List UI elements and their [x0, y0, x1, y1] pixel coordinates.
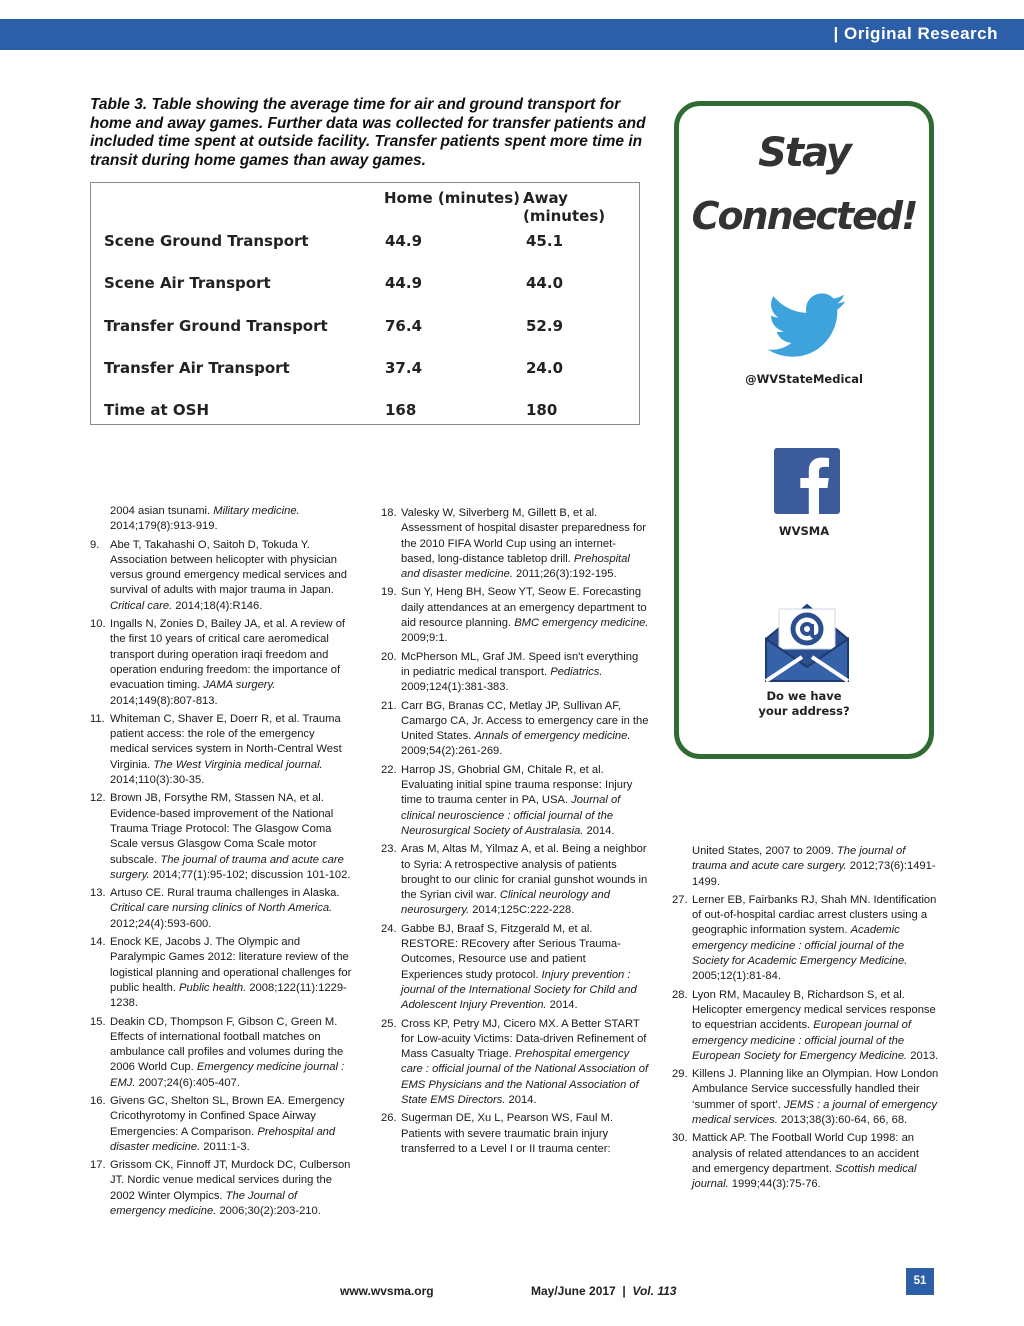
reference-text: Lyon RM, Macauley B, Richardson S, et al. Helicopter emergency medical services response to equestrian accidents. European journal of emergency medicine : official journal of the European Society for Emergency Medicine. 2013. — [692, 988, 939, 1062]
reference-text: Aras M, Altas M, Yilmaz A, et al. Being a neighbor to Syria: A retrospective analysis of patients brought to our clinic for cranial gunshot wounds in the Syrian civil war. Clinical neurology and neurosurgery. 2014;125C:222-228. — [401, 843, 648, 917]
reference-text: Givens GC, Shelton SL, Brown EA. Emergency Cricothyrotomy in Confined Space Airway Emergencies: A Comparison. Prehospital and disaster medicine. 2011:1-3. — [110, 1094, 345, 1153]
reference-text: Lerner EB, Fairbanks RJ, Shah MN. Identification of out-of-hospital cardiac arrest clusters using a geographic information system. Academic emergency medicine : official journal of the Society for Academic Emergency Medicine. 2005;12(1):81-84. — [692, 893, 937, 983]
twitter-handle[interactable]: @WVStateMedical — [745, 372, 863, 386]
row-home-value: 76.4 — [385, 317, 423, 335]
reference-item — [90, 791, 355, 883]
reference-number: 18. — [381, 507, 397, 519]
footer-url[interactable]: www.wvsma.org — [340, 1284, 434, 1298]
reference-number: 20. — [381, 650, 397, 663]
reference-item — [381, 922, 649, 1014]
row-away-value: 180 — [526, 401, 558, 419]
reference-text: Mattick AP. The Football World Cup 1998: an analysis of related attendances to an accident and emergency department. Scottish medical journal. 1999;44(3):75-76. — [692, 1132, 920, 1191]
reference-item — [90, 712, 355, 788]
reference-item — [381, 1111, 649, 1157]
row-away-value: 24.0 — [526, 359, 564, 377]
page-number: 51 — [906, 1268, 934, 1295]
references-column-2 — [381, 506, 649, 1160]
issue-date: May/June 2017 | — [531, 1284, 633, 1298]
reference-text: Ingalls N, Zonies D, Bailey JA, et al. A review of the first 10 years of critical care aeromedical transport during operation iraqi freedom and operation enduring freedom: the importance of evacuation timing. JAMA surgery. 2014;149(8):807-813. — [110, 618, 346, 707]
reference-text: McPherson ML, Graf JM. Speed isn't everything in pediatric medical transport. Pediatrics. 2009;124(1):381-383. — [401, 650, 639, 694]
references-column-1 — [90, 504, 355, 1222]
reference-text: Enock KE, Jacobs J. The Olympic and Paralympic Games 2012: literature review of the logistical planning and operational challenges for public health. Public health. 2008;122(11):1229-1238. — [110, 936, 352, 1010]
row-category: Transfer Air Transport — [104, 359, 290, 377]
reference-number: 9. — [90, 538, 100, 551]
footer-issue — [531, 1284, 676, 1298]
reference-number: 11. — [90, 712, 105, 725]
reference-item — [381, 585, 649, 646]
row-category: Time at OSH — [104, 401, 210, 419]
reference-number: 25. — [381, 1017, 397, 1030]
mail-label-line2: your address? — [758, 704, 850, 718]
reference-text: Killens J. Planning like an Olympian. How London Ambulance Service successfully handled their ‘summer of sport’. JEMS : a journal of emergency medical services. 2013;38(3):60-64, 66, 68. — [692, 1068, 939, 1127]
reference-text: Artuso CE. Rural trauma challenges in Alaska. Critical care nursing clinics of North America. 2012;24(4):593-600. — [110, 887, 340, 930]
reference-number: 22. — [381, 763, 397, 776]
reference-list — [381, 506, 649, 1157]
references-column-3 — [672, 844, 940, 1196]
reference-number: 17. — [90, 1159, 106, 1172]
section-label: | Original Research — [833, 24, 998, 43]
reference-item — [381, 1017, 649, 1109]
reference-item — [672, 1067, 940, 1128]
reference-number: 21. — [381, 699, 397, 712]
table-row — [91, 317, 639, 341]
reference-list — [90, 538, 355, 1220]
reference-item — [90, 617, 355, 709]
row-category: Scene Air Transport — [104, 274, 271, 292]
reference-number: 15. — [90, 1015, 106, 1028]
row-away-value: 45.1 — [526, 232, 564, 250]
reference-item — [672, 988, 940, 1064]
reference-item — [381, 650, 649, 696]
mail-label-line1: Do we have — [766, 689, 842, 703]
reference-number: 24. — [381, 922, 397, 935]
row-category: Transfer Ground Transport — [104, 317, 328, 335]
reference-number: 19. — [381, 586, 397, 599]
reference-number: 26. — [381, 1112, 397, 1125]
reference-text: Whiteman C, Shaver E, Doerr R, et al. Trauma patient access: the role of the emergency medical services system in North-Central West Virginia. The West Virginia medical journal. 2014;110(3):30-35. — [110, 712, 342, 787]
twitter-icon[interactable] — [767, 293, 849, 359]
reference-text: Sugerman DE, Xu L, Pearson WS, Faul M. Patients with severe traumatic brain injury transferred to a Level I or II trauma center: — [401, 1112, 614, 1155]
reference-number: 23. — [381, 843, 397, 856]
row-home-value: 44.9 — [385, 232, 423, 250]
reference-number: 27. — [672, 893, 688, 906]
reference-item — [90, 1158, 355, 1219]
reference-item — [90, 538, 355, 614]
table-row — [91, 401, 639, 425]
reference-item — [381, 699, 649, 760]
row-home-value: 37.4 — [385, 359, 423, 377]
row-away-value: 44.0 — [526, 274, 564, 292]
reference-item — [672, 893, 940, 985]
reference-text: Grissom CK, Finnoff JT, Murdock DC, Culberson JT. Nordic venue medical services during the 2002 Winter Olympics. The Journal of emergency medicine. 2006;30(2):203-210. — [110, 1159, 351, 1218]
reference-text: Cross KP, Petry MJ, Cicero MX. A Better START for Low-acuity Victims: Data-driven Refinement of Mass Casualty Triage. Prehospital emergency care : official journal of the National Association of EMS Physicians and the National Association of State EMS Directors. 2014. — [401, 1017, 649, 1106]
reference-text: Brown JB, Forsythe RM, Stassen NA, et al. Evidence-based improvement of the National Trauma Triage Protocol: The Glasgow Coma Scale versus Glasgow Coma Scale motor subscale. The journal of trauma and acute care surgery. 2014;77(1):95-102; discussion 101-102. — [110, 792, 351, 881]
reference-item — [90, 1015, 355, 1091]
reference-number: 13. — [90, 887, 106, 900]
reference-text: Valesky W, Silverberg M, Gillett B, et al. Assessment of hospital disaster preparedness for the 2010 FIFA World Cup using an internet-based, long-distance tabletop drill. Prehospital and disaster medicine. 2011;26(3):192-195. — [401, 507, 647, 581]
reference-text: Deakin CD, Thompson F, Gibson C, Green M. Effects of international football matches on ambulance call profiles and volumes during the 2006 World Cup. Emergency medicine journal : EMJ. 2007;24(6):405-407. — [110, 1015, 345, 1089]
transport-time-table — [90, 182, 640, 425]
reference-item — [672, 1131, 940, 1192]
header-away: Away (minutes) — [523, 189, 606, 225]
row-away-value: 52.9 — [526, 317, 564, 335]
table-caption: Table 3. Table showing the average time for air and ground transport for home and away games. Further data was collected for transfer patients and included time spent at outside facility. Transfer patients spent more time in transit during home games than away games. — [90, 96, 646, 169]
header-bar — [0, 19, 1024, 50]
reference-continuation: United States, 2007 to 2009. The journal of trauma and acute care surgery. 2012;73(6):1491-1499. — [692, 845, 936, 888]
stay-title: Stay — [758, 130, 850, 176]
mail-label[interactable] — [679, 689, 929, 719]
header-home: Home (minutes) — [384, 189, 520, 207]
reference-number: 10. — [90, 618, 106, 631]
reference-item — [90, 886, 355, 932]
facebook-icon[interactable] — [774, 448, 840, 514]
reference-text: Gabbe BJ, Braaf S, Fitzgerald M, et al. RESTORE: REcovery after Serious Trauma-Outcomes, Resource use and patient Experiences study protocol. Injury prevention : journal of the International Society for Child and Adolescent Injury Prevention. 2014. — [401, 922, 637, 1012]
table-row — [91, 274, 639, 298]
mail-icon[interactable] — [762, 599, 852, 685]
reference-text: Harrop JS, Ghobrial GM, Chitale R, et al. Evaluating initial spine trauma response: Injury time to trauma center in PA, USA. Journal of clinical neuroscience : official journal of the Neurosurgical Society of Australasia. 2014. — [401, 763, 633, 837]
row-home-value: 168 — [385, 401, 417, 419]
table-row — [91, 359, 639, 383]
facebook-label[interactable]: WVSMA — [778, 524, 830, 538]
stay-connected-panel — [674, 101, 934, 759]
reference-item — [90, 935, 355, 1011]
table-row — [91, 232, 639, 256]
issue-volume: Vol. 113 — [632, 1284, 677, 1298]
reference-number: 29. — [672, 1068, 688, 1081]
reference-list — [672, 893, 940, 1193]
reference-text: Abe T, Takahashi O, Saitoh D, Tokuda Y. Association between helicopter with physician versus ground emergency medical services and survival of adults with major trauma in Japan. Critical care. 2014;18(4):R146. — [110, 538, 347, 612]
reference-number: 12. — [90, 792, 106, 805]
reference-number: 28. — [672, 988, 688, 1001]
reference-continuation: 2004 asian tsunami. Military medicine. 2014;179(8):913-919. — [110, 505, 300, 533]
reference-item — [381, 842, 649, 918]
reference-item — [381, 763, 649, 839]
row-category: Scene Ground Transport — [104, 232, 309, 250]
reference-item — [381, 506, 649, 582]
reference-number: 30. — [672, 1132, 688, 1145]
row-home-value: 44.9 — [385, 274, 423, 292]
reference-number: 16. — [90, 1094, 106, 1107]
reference-text: Sun Y, Heng BH, Seow YT, Seow E. Forecasting daily attendances at an emergency department to aid resource planning. BMC emergency medicine. 2009;9:1. — [401, 586, 649, 645]
reference-number: 14. — [90, 936, 106, 949]
connected-title: Connected! — [691, 194, 917, 238]
reference-text: Carr BG, Branas CC, Metlay JP, Sullivan AF, Camargo CA, Jr. Access to emergency care in the United States. Annals of emergency medicine. 2009;54(2):261-269. — [401, 699, 649, 758]
reference-item — [90, 1094, 355, 1155]
